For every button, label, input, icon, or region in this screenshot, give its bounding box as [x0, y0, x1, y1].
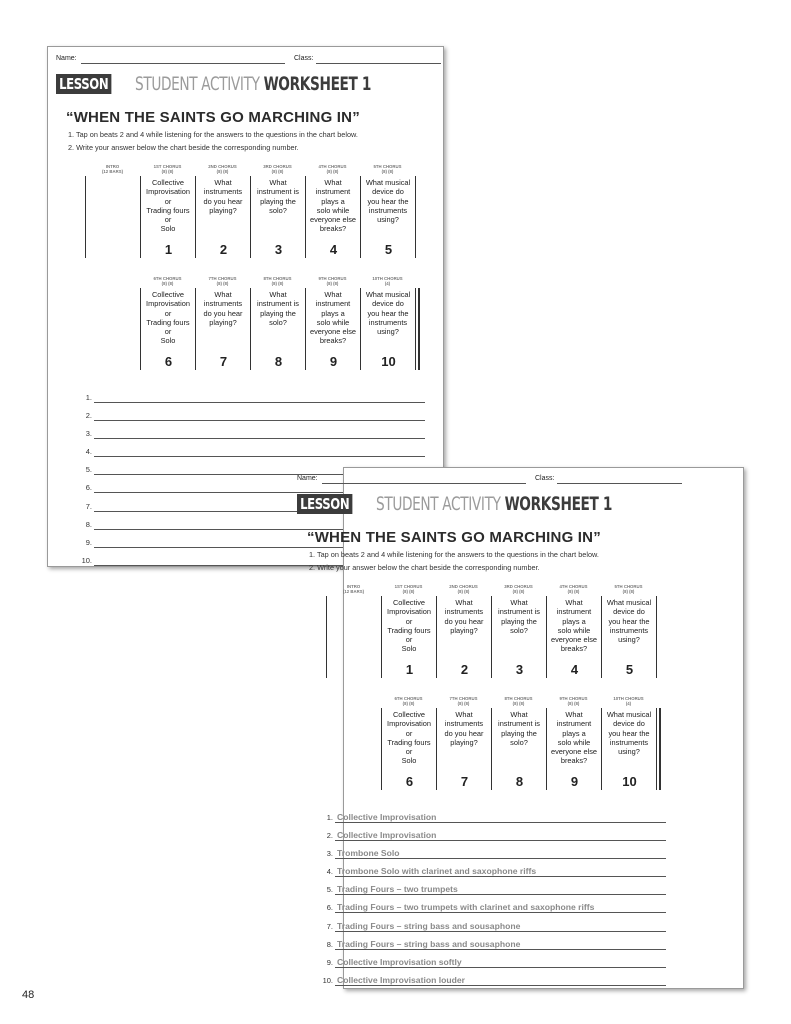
answer-number: 10. [322, 975, 333, 985]
chorus-cell [601, 596, 656, 678]
answer-text: Collective Improvisation softly [337, 956, 462, 967]
chorus-header-line: 4TH CHORUS [318, 164, 347, 169]
chorus-column [326, 584, 381, 692]
chorus-header-line: (8) (8) [326, 169, 339, 174]
answer-line[interactable] [335, 822, 666, 823]
chorus-header-line: (8) (8) [161, 169, 174, 174]
listening-chart [85, 164, 425, 384]
bar-line [656, 708, 657, 790]
chart-row-2 [326, 696, 666, 804]
chorus-header-line: 5TH CHORUS [614, 584, 643, 589]
chorus-number: 9 [329, 354, 338, 369]
answer-number: 1. [85, 393, 92, 402]
chorus-header-line: 8TH CHORUS [263, 276, 292, 281]
answer-number: 3. [326, 849, 333, 859]
answer-text: Collective Improvisation [337, 812, 437, 822]
chorus-header-line: 9TH CHORUS [318, 276, 347, 281]
chorus-column [250, 276, 305, 384]
chorus-header [250, 164, 305, 175]
chorus-column [546, 696, 601, 804]
chorus-header [601, 584, 656, 595]
instruction-2: 2. Write your answer below the chart beside the corresponding number. [309, 563, 540, 572]
chorus-column [250, 164, 305, 272]
chorus-header-line: (8) (8) [457, 589, 470, 594]
answer-line[interactable] [335, 985, 666, 986]
title-light: STUDENT ACTIVITY [376, 493, 501, 515]
chorus-header-line: 10TH CHORUS [613, 696, 644, 701]
chorus-column [436, 584, 491, 692]
chorus-header [546, 584, 601, 595]
answer-line[interactable] [94, 456, 425, 457]
chorus-header-line: (8) (8) [567, 589, 580, 594]
name-field[interactable] [322, 483, 526, 484]
chorus-question: What instrument is playing the solo? [257, 290, 299, 327]
chorus-cell [140, 176, 195, 258]
chorus-header-line: 6TH CHORUS [394, 696, 423, 701]
chorus-header-line: 3RD CHORUS [263, 164, 292, 169]
answer-line[interactable] [335, 840, 666, 841]
chorus-header [491, 696, 546, 707]
chorus-header-line: (8) (8) [512, 701, 525, 706]
answer-number: 8. [326, 939, 333, 949]
chorus-header [305, 164, 360, 175]
chorus-number: 3 [515, 662, 524, 677]
worksheet-header [56, 73, 436, 113]
chorus-column [360, 276, 415, 384]
chorus-header [381, 584, 436, 595]
chorus-question: What musical device do you hear the instruments using? [365, 178, 411, 225]
answer-number: 8. [85, 519, 92, 529]
chorus-cell [140, 288, 195, 370]
answer-row [320, 972, 666, 990]
chart-row-1 [326, 584, 666, 692]
chorus-header-line: (4) [625, 701, 632, 706]
chorus-header-line: (8) (8) [216, 281, 229, 286]
answer-line[interactable] [335, 858, 666, 859]
chorus-cell [250, 176, 305, 258]
answer-number: 5. [326, 885, 333, 895]
chorus-cell [491, 708, 546, 790]
chorus-number: 6 [405, 774, 414, 789]
chorus-header-line: 3RD CHORUS [504, 584, 533, 589]
answer-text: Trombone Solo with clarinet and saxophone riffs [337, 866, 537, 877]
answer-line[interactable] [94, 402, 425, 403]
class-label: Class: [535, 475, 555, 482]
answer-row [320, 936, 666, 954]
chorus-cell [546, 596, 601, 678]
chorus-header-line: (8) (8) [457, 701, 470, 706]
song-title: “WHEN THE SAINTS GO MARCHING IN” [307, 529, 601, 546]
chorus-header [140, 276, 195, 287]
chorus-question: What instrument plays a solo while everyone else breaks? [550, 710, 597, 766]
chorus-cell [436, 596, 491, 678]
chorus-cell [360, 176, 415, 258]
chorus-header [546, 696, 601, 707]
answer-text: Trading Fours – two trumpets [337, 884, 458, 895]
chorus-question: Collective Improvisation or Trading fours or Solo [387, 598, 431, 654]
instruction-1: 1. Tap on beats 2 and 4 while listening for the answers to the questions in the chart below. [309, 550, 599, 559]
chorus-header-line: (8) (8) [512, 589, 525, 594]
chorus-header [360, 164, 415, 175]
chorus-column [85, 164, 140, 272]
answer-number: 9. [85, 537, 92, 547]
chorus-number: 8 [515, 774, 524, 789]
title-bold: WORKSHEET 1 [263, 73, 372, 95]
chorus-header-line: (8) (8) [161, 281, 174, 286]
instruction-2: 2. Write your answer below the chart beside the corresponding number. [68, 143, 299, 152]
chorus-header [381, 696, 436, 707]
chorus-header-line: 2ND CHORUS [208, 164, 237, 169]
answer-number: 3. [85, 429, 92, 439]
chorus-column [305, 276, 360, 384]
answer-line[interactable] [94, 438, 425, 439]
chorus-column [140, 164, 195, 272]
answer-row [79, 407, 425, 425]
chorus-header-line: 4TH CHORUS [559, 584, 588, 589]
chorus-cell [381, 596, 436, 678]
answer-row [79, 443, 425, 461]
chorus-number: 8 [274, 354, 283, 369]
chorus-header [360, 276, 415, 287]
name-label: Name: [56, 55, 77, 62]
chorus-column [360, 164, 415, 272]
chorus-question: What instrument is playing the solo? [498, 710, 540, 747]
chorus-cell [305, 176, 360, 258]
chart-row-2 [85, 276, 425, 384]
chorus-column [305, 164, 360, 272]
class-field[interactable] [557, 483, 682, 484]
answer-key-worksheet [297, 467, 744, 989]
chorus-question: Collective Improvisation or Trading fours or Solo [387, 710, 431, 766]
chorus-cell [546, 708, 601, 790]
chorus-header-line: INTRO [105, 164, 120, 169]
chorus-cell [436, 708, 491, 790]
chorus-column [491, 696, 546, 804]
chorus-header-line: 5TH CHORUS [373, 164, 402, 169]
answer-row [320, 954, 666, 972]
answer-row [320, 899, 666, 917]
answer-text: Collective Improvisation [337, 830, 437, 841]
chorus-question: What instruments do you hear playing? [203, 290, 243, 327]
chorus-question: What instrument plays a solo while everyone else breaks? [550, 598, 597, 654]
chorus-header-line: 1ST CHORUS [394, 584, 423, 589]
chorus-header [305, 276, 360, 287]
chorus-header-line: (12 BARS) [101, 169, 123, 174]
title-light: STUDENT ACTIVITY [135, 73, 260, 95]
worksheet-header [297, 493, 677, 533]
chorus-question: What instruments do you hear playing? [444, 598, 484, 635]
chorus-number: 9 [570, 774, 579, 789]
chorus-question: Collective Improvisation or Trading fours or Solo [146, 178, 190, 234]
worksheet-title [376, 493, 612, 515]
chorus-question: Collective Improvisation or Trading fours or Solo [146, 290, 190, 346]
chorus-column [140, 276, 195, 384]
chart-row-1 [85, 164, 425, 272]
bar-line [415, 176, 416, 258]
chorus-column [195, 164, 250, 272]
name-label: Name: [297, 475, 318, 482]
answer-number: 10. [81, 555, 92, 565]
chorus-number: 7 [219, 354, 228, 369]
chorus-column [195, 276, 250, 384]
answer-number: 6. [326, 903, 333, 913]
chorus-header-line: (8) (8) [271, 281, 284, 286]
chorus-header-line: INTRO [346, 584, 361, 589]
chorus-header-line: (8) (8) [402, 589, 415, 594]
answer-row [320, 809, 666, 827]
chorus-number: 1 [405, 662, 414, 677]
worksheet-title [135, 73, 371, 95]
chorus-question: What musical device do you hear the instruments using? [365, 290, 411, 337]
chorus-cell [250, 288, 305, 370]
chorus-column [381, 584, 436, 692]
chorus-header-line: (8) (8) [216, 169, 229, 174]
answer-text: Trading Fours – string bass and sousaphone [337, 938, 521, 949]
chorus-header-line: 1ST CHORUS [153, 164, 182, 169]
chorus-header-line: 2ND CHORUS [449, 584, 478, 589]
chorus-header [326, 584, 381, 595]
answer-row [79, 425, 425, 443]
chorus-number: 10 [381, 354, 396, 369]
chorus-cell [195, 176, 250, 258]
chorus-header-line: (4) [384, 281, 391, 286]
chorus-question: What instruments do you hear playing? [203, 178, 243, 215]
chorus-column [601, 584, 656, 692]
chorus-header [436, 584, 491, 595]
lesson-badge: LESSON 10 [297, 494, 352, 514]
final-bar-line [418, 288, 420, 370]
chorus-question: What musical device do you hear the instruments using? [606, 710, 652, 757]
lesson-badge: LESSON 10 [56, 74, 111, 94]
name-class-line [297, 475, 682, 487]
answer-row [320, 918, 666, 936]
chorus-header [140, 164, 195, 175]
chorus-number: 4 [570, 662, 579, 677]
answer-line[interactable] [94, 420, 425, 421]
instruction-1: 1. Tap on beats 2 and 4 while listening for the answers to the questions in the chart below. [68, 130, 358, 139]
chorus-question: What instrument plays a solo while everyone else breaks? [309, 178, 356, 234]
chorus-number: 6 [164, 354, 173, 369]
chorus-header-line: 10TH CHORUS [372, 276, 403, 281]
answer-line[interactable] [335, 894, 666, 895]
chorus-header-line: 9TH CHORUS [559, 696, 588, 701]
chorus-number: 2 [460, 662, 469, 677]
answer-number: 2. [85, 411, 92, 421]
chorus-header-line: (8) (8) [381, 169, 394, 174]
chorus-header [195, 276, 250, 287]
chorus-question: What instrument plays a solo while everyone else breaks? [309, 290, 356, 346]
answer-line[interactable] [335, 876, 666, 877]
answer-line[interactable] [335, 931, 666, 932]
chorus-number: 2 [219, 242, 228, 257]
chorus-question: What musical device do you hear the instruments using? [606, 598, 652, 645]
chorus-cell [195, 288, 250, 370]
answer-row [320, 881, 666, 899]
chorus-cell [305, 288, 360, 370]
chorus-header-line: (8) (8) [326, 281, 339, 286]
answer-lines [320, 809, 666, 990]
chorus-header [601, 696, 656, 707]
class-label: Class: [294, 55, 314, 62]
chorus-column [491, 584, 546, 692]
chorus-cell [326, 596, 381, 678]
chorus-header-line: (8) (8) [567, 701, 580, 706]
page-number: 48 [22, 989, 35, 1001]
chorus-header-line: 8TH CHORUS [504, 696, 533, 701]
answer-number: 5. [85, 465, 92, 475]
chorus-cell [360, 288, 415, 370]
chorus-header [85, 164, 140, 175]
name-field[interactable] [81, 63, 285, 64]
title-bold: WORKSHEET 1 [504, 493, 613, 515]
chorus-header [491, 584, 546, 595]
chorus-header-line: (12 BARS) [342, 589, 364, 594]
chorus-question: What instruments do you hear playing? [444, 710, 484, 747]
chorus-header-line: 7TH CHORUS [449, 696, 478, 701]
answer-row [320, 863, 666, 881]
answer-number: 2. [326, 831, 333, 841]
answer-text: Trading Fours – string bass and sousaphone [337, 920, 521, 931]
answer-number: 6. [85, 483, 92, 493]
bar-line [415, 288, 416, 370]
answer-text: Trombone Solo [337, 848, 400, 859]
answer-number: 9. [326, 957, 333, 967]
answer-number: 4. [85, 447, 92, 457]
bar-line [656, 596, 657, 678]
class-field[interactable] [316, 63, 441, 64]
song-title: “WHEN THE SAINTS GO MARCHING IN” [66, 109, 360, 126]
chorus-cell [491, 596, 546, 678]
answer-row [320, 827, 666, 845]
chorus-number: 5 [625, 662, 634, 677]
chorus-column [601, 696, 656, 804]
chorus-cell [85, 176, 140, 258]
chorus-number: 5 [384, 242, 393, 257]
chorus-header-line: 7TH CHORUS [208, 276, 237, 281]
answer-text: Trading Fours – two trumpets with clarinet and saxophone riffs [337, 902, 595, 913]
chorus-header-line: (8) (8) [402, 701, 415, 706]
answer-number: 7. [85, 501, 92, 511]
chorus-header [250, 276, 305, 287]
chorus-header-line: 6TH CHORUS [153, 276, 182, 281]
answer-row [79, 389, 425, 407]
chorus-column [546, 584, 601, 692]
answer-number: 1. [326, 813, 333, 822]
chorus-question: What instrument is playing the solo? [257, 178, 299, 215]
chorus-cell [601, 708, 656, 790]
chorus-number: 1 [164, 242, 173, 257]
chorus-number: 3 [274, 242, 283, 257]
chorus-column [381, 696, 436, 804]
chorus-header-line: (8) (8) [271, 169, 284, 174]
answer-row [320, 845, 666, 863]
chorus-number: 7 [460, 774, 469, 789]
chorus-header [195, 164, 250, 175]
chorus-question: What instrument is playing the solo? [498, 598, 540, 635]
name-class-line [56, 55, 441, 67]
chorus-header-line: (8) (8) [622, 589, 635, 594]
chorus-number: 10 [622, 774, 637, 789]
listening-chart [326, 584, 666, 804]
answer-line[interactable] [335, 912, 666, 913]
answer-line[interactable] [335, 949, 666, 950]
chorus-number: 4 [329, 242, 338, 257]
chorus-column [436, 696, 491, 804]
chorus-cell [381, 708, 436, 790]
answer-number: 4. [326, 867, 333, 877]
answer-text: Collective Improvisation louder [337, 974, 465, 985]
chorus-header [436, 696, 491, 707]
final-bar-line [659, 708, 661, 790]
answer-number: 7. [326, 921, 333, 931]
answer-line[interactable] [335, 967, 666, 968]
